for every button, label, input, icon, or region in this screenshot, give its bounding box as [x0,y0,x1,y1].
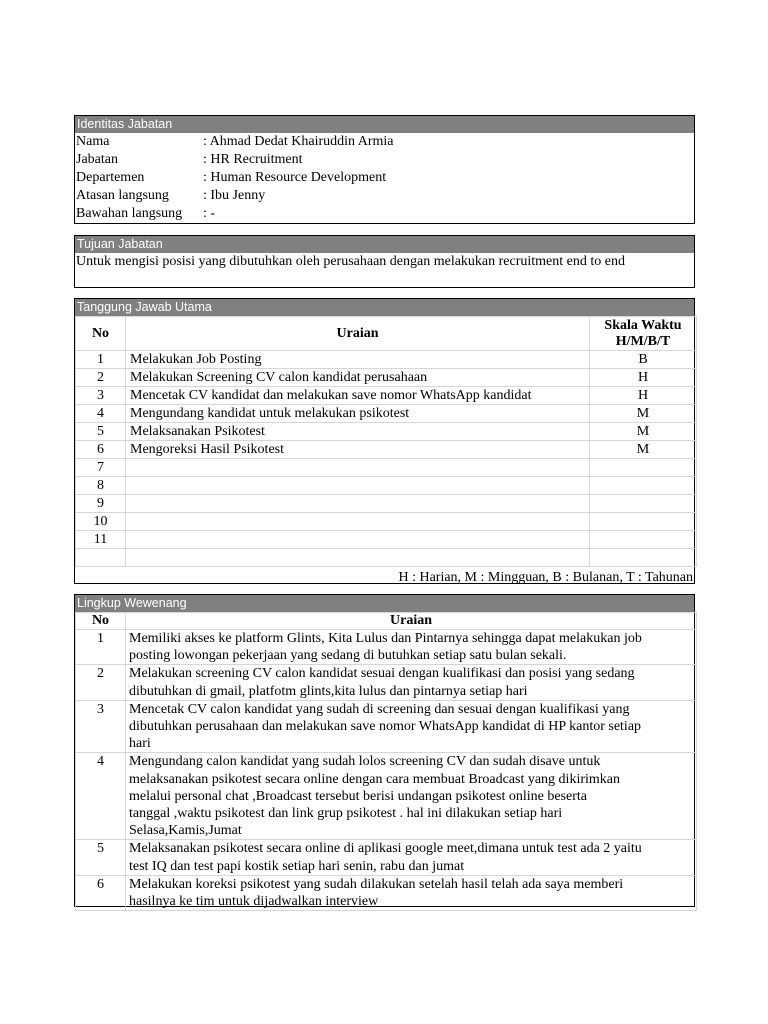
identitas-row [75,151,694,169]
row-uraian [126,477,590,495]
row-skala [590,477,697,495]
table-row [76,549,697,567]
row-uraian [126,459,590,477]
row-no: 1 [76,630,126,665]
table-row [76,369,697,387]
row-uraian: Melaksanakan Psikotest [126,423,590,441]
column-header-skala-line2: H/M/B/T [615,334,671,349]
row-uraian [126,549,590,567]
row-no: 8 [76,477,126,495]
tujuan-jabatan-header: Tujuan Jabatan [75,236,694,253]
table-row [76,387,697,405]
column-header-no: No [76,317,126,351]
tujuan-jabatan-section [74,235,695,288]
table-row [76,459,697,477]
row-uraian [126,700,697,753]
table-row [76,477,697,495]
row-uraian [126,513,590,531]
column-header-skala [590,317,697,351]
table-header-row [76,317,697,351]
identitas-value: : Ahmad Dedat Khairuddin Armia [203,134,394,149]
row-uraian: Melakukan Screening CV calon kandidat perusahaan [126,369,590,387]
row-skala [590,549,697,567]
lingkup-wewenang-header: Lingkup Wewenang [75,595,694,612]
table-row [76,495,697,513]
uraian-line: test IQ dan test papi kostik setiap hari senin, rabu dan jumat [129,858,465,874]
identitas-jabatan-header: Identitas Jabatan [75,116,694,133]
row-uraian [126,753,697,840]
row-no: 2 [76,665,126,700]
identitas-key: Departemen [76,170,145,185]
row-no: 10 [76,513,126,531]
row-skala [590,531,697,549]
row-skala [590,513,697,531]
table-row [76,875,697,910]
column-header-uraian: Uraian [126,613,697,630]
row-skala: M [590,441,697,459]
row-skala: M [590,423,697,441]
row-uraian [126,840,697,875]
uraian-line: hasilnya ke tim untuk dijadwalkan interview [129,894,379,910]
column-header-no: No [76,613,126,630]
row-uraian: Melakukan Job Posting [126,351,590,369]
identitas-value: : Human Resource Development [203,170,387,185]
tanggung-jawab-table [75,316,697,567]
row-no: 3 [76,387,126,405]
row-uraian [126,665,697,700]
tanggung-jawab-header: Tanggung Jawab Utama [75,299,694,316]
identitas-key: Bawahan langsung [76,206,183,221]
uraian-line: Selasa,Kamis,Jumat [129,823,242,839]
uraian-line: Mengundang calon kandidat yang sudah lolos screening CV dan sudah disave untuk [129,754,601,770]
table-row [76,700,697,753]
row-no: 6 [76,875,126,910]
row-no: 5 [76,840,126,875]
row-uraian [126,531,590,549]
identitas-jabatan-section [74,115,695,224]
table-row [76,423,697,441]
table-row [76,840,697,875]
uraian-line: Melaksanakan psikotest secara online di aplikasi google meet,dimana untuk test ada 2 yaitu [129,841,642,857]
tanggung-jawab-section [74,298,695,584]
row-no: 2 [76,369,126,387]
uraian-line: dibutuhkan di gmail, platfotm glints,kita lulus dan pintarnya setiap hari [129,683,528,699]
identitas-rows [75,133,694,223]
uraian-line: Memiliki akses ke platform Glints, Kita Lulus dan Pintarnya sehingga dapat melakukan job [129,631,642,646]
table-row [76,513,697,531]
identitas-value: : - [203,206,216,221]
row-no: 6 [76,441,126,459]
table-row [76,665,697,700]
identitas-row [75,187,694,205]
row-uraian: Mengoreksi Hasil Psikotest [126,441,590,459]
identitas-key: Jabatan [76,152,118,167]
uraian-line: Melakukan koreksi psikotest yang sudah dilakukan setelah hasil telah ada saya memberi [129,876,624,892]
row-no: 9 [76,495,126,513]
row-skala: H [590,387,697,405]
row-uraian [126,875,697,910]
row-no: 11 [76,531,126,549]
uraian-line: melaksanakan psikotest secara online dengan cara membuat Broadcast yang dikirimkan [129,771,620,787]
lingkup-wewenang-table [75,612,697,911]
column-header-uraian: Uraian [126,317,590,351]
skala-waktu-legend: H : Harian, M : Mingguan, B : Bulanan, T : Tahunan [398,569,693,585]
tujuan-jabatan-text: Untuk mengisi posisi yang dibutuhkan oleh perusahaan dengan melakukan recruitment end to end [76,254,625,269]
row-skala: H [590,369,697,387]
table-row [76,531,697,549]
row-uraian [126,495,590,513]
row-no: 4 [76,753,126,840]
row-no: 7 [76,459,126,477]
row-no: 3 [76,700,126,753]
identitas-row [75,205,694,223]
uraian-line: Melakukan screening CV calon kandidat sesuai dengan kualifikasi dan posisi yang sedang [129,666,635,682]
table-row [76,405,697,423]
row-skala: B [590,351,697,369]
row-skala: M [590,405,697,423]
row-uraian: Mencetak CV kandidat dan melakukan save nomor WhatsApp kandidat [126,387,590,405]
uraian-line: posting lowongan pekerjaan yang sedang di butuhkan setiap satu bulan sekali. [129,648,567,664]
row-uraian [126,630,697,665]
identitas-row [75,133,694,151]
table-row [76,441,697,459]
row-no [76,549,126,567]
row-uraian: Mengundang kandidat untuk melakukan psikotest [126,405,590,423]
lingkup-wewenang-section [74,594,695,910]
uraian-line: tanggal ,waktu psikotest dan link grup psikotest . hal ini dilakukan setiap hari [129,806,563,822]
identitas-key: Atasan langsung [76,188,169,203]
row-no: 4 [76,405,126,423]
identitas-value: : Ibu Jenny [203,188,266,203]
identitas-row [75,169,694,187]
row-no: 5 [76,423,126,441]
table-row [76,753,697,840]
table-row [76,630,697,665]
row-skala [590,495,697,513]
uraian-line: hari [129,736,151,752]
identitas-key: Nama [76,134,110,149]
column-header-skala-line1: Skala Waktu [604,318,682,333]
table-row [76,351,697,369]
row-skala [590,459,697,477]
uraian-line: Mencetak CV calon kandidat yang sudah di screening dan sesuai dengan kualifikasi yang [129,701,630,717]
uraian-line: dibutuhkan perusahaan dan melakukan save nomor WhatsApp kandidat di HP kantor setiap [129,719,642,735]
identitas-value: : HR Recruitment [203,152,303,167]
row-no: 1 [76,351,126,369]
uraian-line: melalui personal chat ,Broadcast tersebut berisi undangan psikotest online beserta [129,788,587,804]
table-header-row [76,613,697,630]
